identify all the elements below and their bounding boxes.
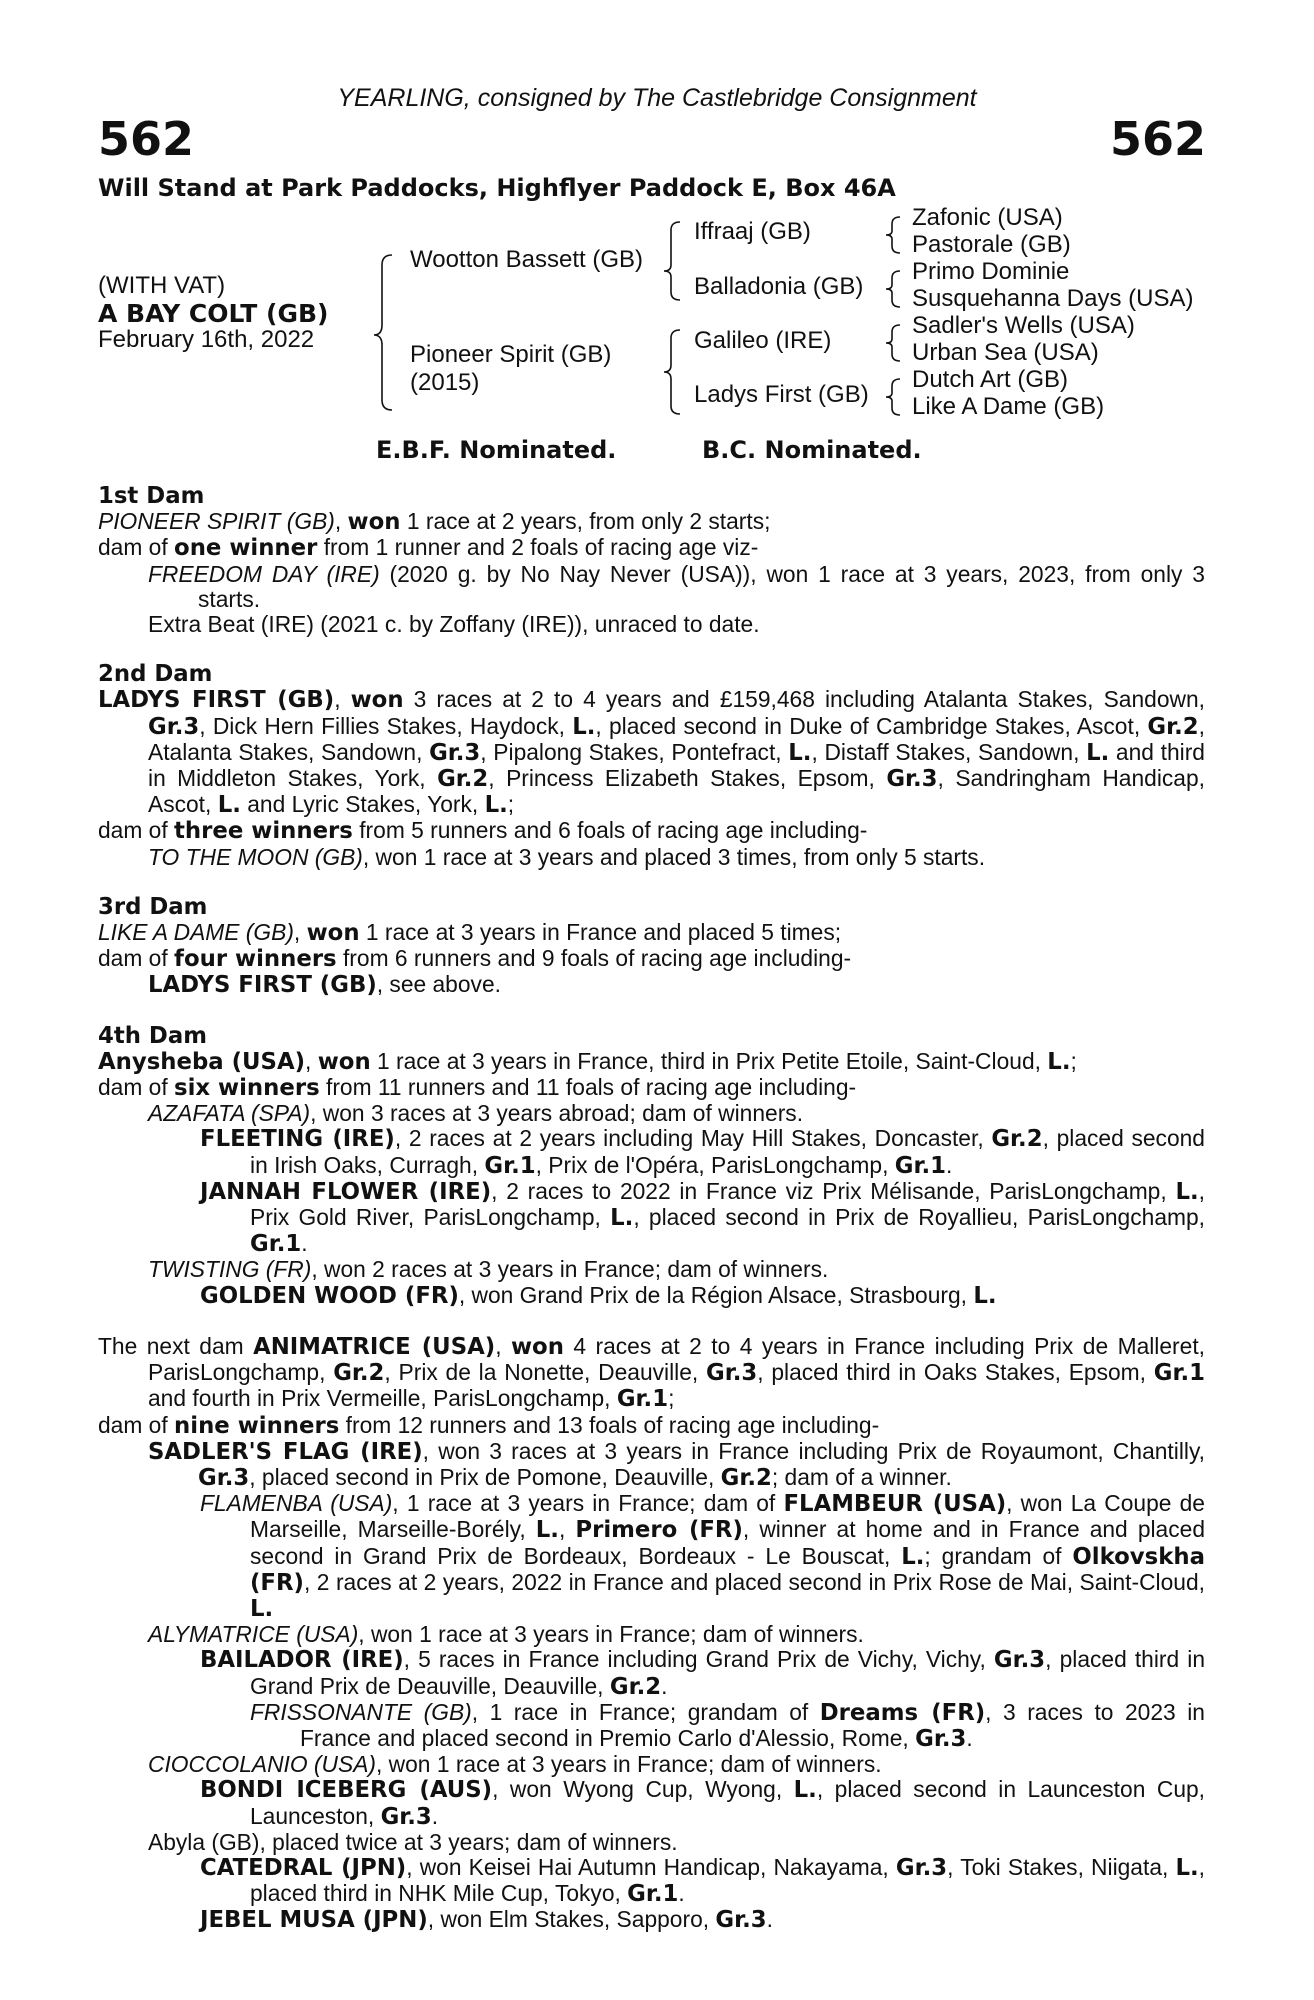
- dam-sire-sire: Sadler's Wells (USA): [912, 312, 1135, 339]
- horse-name: A BAY COLT (GB): [98, 299, 329, 328]
- sire-dam: Balladonia (GB): [694, 273, 864, 300]
- text-run: The next dam: [98, 1332, 254, 1359]
- text-run: ; dam of a winner.: [771, 1463, 952, 1490]
- text-run: L.: [793, 1777, 817, 1804]
- text-run: L.: [1047, 1048, 1071, 1075]
- text-run: won: [350, 687, 404, 714]
- text-run: , placed third in NHK Mile Cup, Tokyo,: [250, 1853, 1206, 1907]
- text-run: Gr.1: [1153, 1360, 1205, 1387]
- pedigree-brackets: [0, 0, 1314, 440]
- text-run: , Prix de l'Opéra, ParisLongchamp,: [535, 1151, 895, 1178]
- text-run: Primero (FR): [575, 1517, 743, 1544]
- text-run: Gr.2: [609, 1673, 662, 1700]
- lot-number-right: 562: [1109, 112, 1206, 166]
- text-run: dam of: [98, 817, 175, 844]
- text-run: , placed third in Oaks Stakes, Epsom,: [757, 1359, 1154, 1386]
- text-run: .: [678, 1880, 685, 1907]
- section-heading: 1st Dam: [98, 483, 205, 509]
- text-run: , placed second in Prix de Pomone, Deauville,: [249, 1463, 721, 1490]
- dam-section: [98, 1024, 1205, 1309]
- text-run: Gr.3: [148, 713, 200, 740]
- record-line: [98, 687, 1205, 818]
- record-line: [98, 1439, 1205, 1491]
- text-run: LIKE A DAME (GB): [98, 919, 294, 946]
- text-run: 1 race at 3 years in France and placed 5 times;: [359, 919, 842, 946]
- text-run: , 3 races to 2023 in France and placed second in Premio Carlo d'Alessio, Rome,: [300, 1698, 1205, 1751]
- text-run: , placed second in Prix de Royallieu, ParisLongchamp,: [633, 1204, 1205, 1231]
- text-run: Gr.3: [198, 1464, 250, 1491]
- record-line: [98, 1700, 1205, 1752]
- sire-sire: Iffraaj (GB): [694, 218, 811, 245]
- text-run: FLEETING (IRE): [200, 1126, 395, 1153]
- text-run: , see above.: [376, 971, 501, 998]
- record-line: [98, 1334, 1205, 1413]
- text-run: L.: [250, 1595, 274, 1622]
- text-run: Gr.3: [895, 1854, 948, 1881]
- text-run: L.: [788, 739, 812, 766]
- text-run: , 2 races at 2 years including May Hill Stakes, Doncaster,: [394, 1125, 992, 1152]
- text-run: , won 1 race at 3 years in France; dam of winners.: [376, 1751, 882, 1778]
- record-line: [98, 818, 1205, 844]
- text-run: Anysheba (USA): [98, 1048, 306, 1075]
- text-run: , 1 race in France; grandam of: [471, 1698, 820, 1725]
- text-run: JEBEL MUSA (JPN): [200, 1907, 428, 1934]
- text-run: L.: [535, 1517, 559, 1544]
- text-run: Gr.3: [380, 1803, 432, 1830]
- record-line: [98, 1413, 1205, 1439]
- text-run: , placed third in Grand Prix de Deauville, Deauville,: [250, 1646, 1205, 1699]
- catalogue-header: YEARLING, consigned by The Castlebridge Consignment: [337, 84, 977, 112]
- text-run: FRISSONANTE (GB): [250, 1698, 472, 1725]
- text-run: CIOCCOLANIO (USA): [148, 1751, 376, 1778]
- text-run: and Lyric Stakes, York,: [240, 791, 485, 818]
- dam-sire-dam: Urban Sea (USA): [912, 339, 1099, 366]
- text-run: BAILADOR (IRE): [200, 1647, 404, 1674]
- record-line: [98, 1777, 1205, 1829]
- text-run: Gr.1: [894, 1152, 946, 1179]
- text-run: L.: [1086, 739, 1110, 766]
- text-run: L.: [1175, 1178, 1199, 1205]
- text-run: L.: [901, 1543, 925, 1570]
- text-run: L.: [1175, 1854, 1199, 1881]
- text-run: ;: [1070, 1047, 1077, 1074]
- text-run: , Princess Elizabeth Stakes, Epsom,: [488, 765, 887, 792]
- record-line: [98, 1101, 1205, 1126]
- text-run: LADYS FIRST (GB): [148, 972, 377, 999]
- text-run: dam of: [98, 945, 175, 972]
- text-run: L.: [484, 792, 508, 819]
- record-line: [98, 1126, 1205, 1178]
- text-run: , won 1 race at 3 years and placed 3 times, from only 5 starts.: [362, 843, 986, 870]
- text-run: L.: [217, 792, 241, 819]
- text-run: , placed second in Launceston Cup, Launceston,: [250, 1776, 1206, 1829]
- text-run: TO THE MOON (GB): [148, 843, 363, 870]
- text-run: from 6 runners and 9 foals of racing age including-: [336, 945, 852, 972]
- text-run: , won 3 races at 3 years in France including Prix de Royaumont, Chantilly,: [422, 1437, 1205, 1464]
- text-run: .: [946, 1151, 953, 1178]
- text-run: CATEDRAL (JPN): [200, 1854, 407, 1881]
- dam-section: [98, 662, 1205, 870]
- text-run: ;: [668, 1385, 675, 1412]
- dam-section: [98, 1334, 1205, 1934]
- text-run: , won Wyong Cup, Wyong,: [492, 1776, 794, 1803]
- dam-foaling-year: (2015): [410, 369, 480, 396]
- text-run: Gr.2: [991, 1126, 1043, 1153]
- dam-dam: Ladys First (GB): [694, 381, 869, 408]
- text-run: , Atalanta Stakes, Sandown,: [148, 712, 1205, 765]
- bc-nomination: B.C. Nominated.: [702, 436, 922, 464]
- section-heading: 4th Dam: [98, 1022, 207, 1049]
- text-run: dam of: [98, 534, 175, 561]
- record-line: [98, 946, 1205, 972]
- text-run: Gr.3: [706, 1360, 758, 1387]
- text-run: , Prix Gold River, ParisLongchamp,: [250, 1177, 1205, 1231]
- text-run: Gr.1: [484, 1152, 536, 1179]
- text-run: ,: [334, 686, 351, 713]
- text-run: , placed second in Duke of Cambridge Stakes, Ascot,: [595, 712, 1148, 739]
- text-run: , winner at home and in France and placed second in Grand Prix de Bordeaux, Bordeaux - Le Bouscat,: [250, 1516, 1205, 1569]
- text-run: Gr.1: [616, 1386, 669, 1413]
- text-run: four winners: [174, 946, 337, 973]
- dam-dam-dam: Like A Dame (GB): [912, 393, 1105, 420]
- text-run: 3 races at 2 to 4 years and £159,468 including Atalanta Stakes, Sandown,: [403, 686, 1205, 713]
- lot-number-left: 562: [98, 112, 195, 166]
- record-line: [98, 1855, 1205, 1907]
- text-run: won: [510, 1333, 564, 1360]
- dam-section: [98, 895, 1205, 999]
- text-run: from 12 runners and 13 foals of racing age including-: [339, 1411, 880, 1438]
- text-run: Gr.2: [333, 1360, 385, 1387]
- text-run: Gr.2: [437, 766, 489, 793]
- record-line: [98, 1179, 1205, 1258]
- record-line: [98, 1907, 1205, 1933]
- text-run: L.: [973, 1282, 997, 1309]
- text-run: , won 3 races at 3 years abroad; dam of winners.: [310, 1100, 804, 1127]
- text-run: from 1 runner and 2 foals of racing age viz-: [317, 534, 759, 561]
- text-run: and third in Middleton Stakes, York,: [148, 738, 1205, 792]
- text-run: , won Grand Prix de la Région Alsace, Strasbourg,: [458, 1281, 974, 1308]
- text-run: LADYS FIRST (GB): [98, 687, 335, 714]
- text-run: Gr.3: [429, 739, 481, 766]
- record-line: [98, 562, 1205, 612]
- text-run: PIONEER SPIRIT (GB): [98, 508, 335, 535]
- text-run: from 5 runners and 6 foals of racing age including-: [352, 817, 868, 844]
- dam-sire: Galileo (IRE): [694, 327, 832, 354]
- text-run: JANNAH FLOWER (IRE): [200, 1178, 492, 1205]
- sire: Wootton Bassett (GB): [410, 246, 643, 273]
- text-run: Olkovskha (FR): [250, 1543, 1206, 1596]
- sire-dam-sire: Primo Dominie: [912, 258, 1070, 285]
- record-line: [98, 1622, 1205, 1647]
- text-run: .: [661, 1672, 668, 1699]
- text-run: Gr.3: [993, 1647, 1046, 1674]
- text-run: , Sandringham Handicap, Ascot,: [148, 765, 1206, 818]
- text-run: 1 race at 3 years in France, third in Prix Petite Etoile, Saint-Cloud,: [370, 1047, 1048, 1074]
- text-run: FREEDOM DAY (IRE): [148, 560, 380, 587]
- foaling-date: February 16th, 2022: [98, 326, 315, 353]
- ebf-nomination: E.B.F. Nominated.: [376, 436, 617, 464]
- text-run: .: [766, 1906, 773, 1933]
- dam: Pioneer Spirit (GB): [410, 341, 612, 368]
- text-run: BONDI ICEBERG (AUS): [200, 1777, 493, 1804]
- text-run: .: [431, 1802, 439, 1829]
- text-run: won: [306, 920, 360, 947]
- record-line: [98, 535, 1205, 561]
- text-run: nine winners: [174, 1412, 340, 1439]
- text-run: Gr.3: [886, 766, 938, 793]
- stabling-location: Will Stand at Park Paddocks, Highflyer Paddock E, Box 46A: [98, 174, 896, 202]
- text-run: ,: [495, 1332, 511, 1359]
- record-line: [98, 1647, 1205, 1699]
- text-run: ;: [507, 791, 515, 818]
- text-run: , 1 race at 3 years in France; dam of: [392, 1490, 784, 1517]
- text-run: , won 2 races at 3 years in France; dam of winners.: [311, 1256, 829, 1283]
- text-run: Gr.2: [1147, 713, 1199, 740]
- text-run: ,: [293, 919, 307, 946]
- record-line: [98, 509, 1205, 535]
- text-run: Gr.3: [715, 1907, 767, 1934]
- text-run: 1 race at 2 years, from only 2 starts;: [400, 508, 771, 535]
- text-run: 4 races at 2 to 4 years in France including Prix de Malleret, ParisLongchamp,: [148, 1332, 1205, 1386]
- produce-record: [98, 484, 1205, 1934]
- record-line: [98, 1830, 1205, 1855]
- text-run: , won Elm Stakes, Sapporo,: [427, 1906, 716, 1933]
- text-run: and fourth in Prix Vermeille, ParisLongchamp,: [148, 1385, 617, 1412]
- text-run: , 5 races in France including Grand Prix de Vichy, Vichy,: [403, 1646, 994, 1673]
- text-run: , Dick Hern Fillies Stakes, Haydock,: [199, 712, 573, 739]
- text-run: Dreams (FR): [819, 1699, 986, 1726]
- text-run: ; grandam of: [924, 1542, 1073, 1569]
- record-line: [98, 612, 1205, 637]
- text-run: .: [301, 1230, 308, 1257]
- record-line: [98, 1049, 1205, 1075]
- text-run: six winners: [174, 1075, 320, 1102]
- text-run: , 2 races to 2022 in France viz Prix Mélisande, ParisLongchamp,: [491, 1177, 1176, 1204]
- text-run: (2020 g. by No Nay Never (USA)), won 1 race at 3 years, 2023, from only 3 starts.: [198, 560, 1205, 612]
- sire-sire-sire: Zafonic (USA): [912, 204, 1063, 231]
- text-run: Extra Beat (IRE) (2021 c. by Zoffany (IRE)), unraced to date.: [148, 611, 760, 638]
- record-line: [98, 972, 1205, 998]
- text-run: Gr.2: [720, 1464, 772, 1491]
- text-run: , Prix de la Nonette, Deauville,: [384, 1359, 707, 1386]
- section-heading: 2nd Dam: [98, 661, 213, 688]
- text-run: , won Keisei Hai Autumn Handicap, Nakayama,: [406, 1853, 896, 1880]
- record-line: [98, 1752, 1205, 1777]
- text-run: , won 1 race at 3 years in France; dam of winners.: [358, 1621, 864, 1648]
- dam-section: [98, 484, 1205, 637]
- text-run: , placed second in Irish Oaks, Curragh,: [250, 1125, 1205, 1178]
- section-heading: 3rd Dam: [98, 893, 208, 920]
- text-run: SADLER'S FLAG (IRE): [148, 1438, 423, 1465]
- dam-dam-sire: Dutch Art (GB): [912, 366, 1069, 393]
- text-run: from 11 runners and 11 foals of racing age including-: [319, 1074, 857, 1101]
- record-line: [98, 1491, 1205, 1622]
- text-run: , Pipalong Stakes, Pontefract,: [480, 738, 789, 765]
- text-run: FLAMBEUR (USA): [783, 1491, 1007, 1518]
- text-run: L.: [610, 1205, 634, 1232]
- text-run: dam of: [98, 1074, 175, 1101]
- text-run: ,: [558, 1516, 576, 1543]
- text-run: , won La Coupe de Marseille, Marseille-Borély,: [250, 1490, 1205, 1543]
- text-run: ,: [334, 508, 348, 535]
- text-run: Gr.1: [250, 1231, 302, 1258]
- record-line: [98, 1257, 1205, 1282]
- text-run: ANIMATRICE (USA): [253, 1333, 496, 1360]
- text-run: ,: [305, 1047, 318, 1074]
- text-run: TWISTING (FR): [148, 1256, 312, 1283]
- record-line: [98, 920, 1205, 946]
- sire-sire-dam: Pastorale (GB): [912, 231, 1071, 258]
- text-run: won: [347, 509, 401, 536]
- text-run: L.: [572, 713, 596, 740]
- text-run: Gr.1: [627, 1881, 679, 1908]
- vat-note: (WITH VAT): [98, 272, 226, 299]
- text-run: Gr.3: [915, 1725, 967, 1752]
- record-line: [98, 1075, 1205, 1101]
- text-run: .: [966, 1724, 973, 1751]
- text-run: won: [317, 1048, 371, 1075]
- text-run: , Distaff Stakes, Sandown,: [811, 738, 1087, 765]
- text-run: three winners: [174, 818, 353, 845]
- text-run: one winner: [174, 535, 318, 562]
- text-run: Abyla (GB), placed twice at 3 years; dam of winners.: [148, 1828, 678, 1855]
- text-run: dam of: [98, 1411, 175, 1438]
- text-run: , Toki Stakes, Niigata,: [947, 1853, 1176, 1880]
- text-run: , 2 races at 2 years, 2022 in France and placed second in Prix Rose de Mai, Saint-Cloud,: [303, 1568, 1205, 1595]
- text-run: GOLDEN WOOD (FR): [200, 1282, 459, 1309]
- text-run: ALYMATRICE (USA): [148, 1621, 359, 1648]
- text-run: AZAFATA (SPA): [148, 1100, 311, 1127]
- record-line: [98, 845, 1205, 870]
- record-line: [98, 1283, 1205, 1309]
- text-run: FLAMENBA (USA): [200, 1490, 393, 1517]
- sire-dam-dam: Susquehanna Days (USA): [912, 285, 1194, 312]
